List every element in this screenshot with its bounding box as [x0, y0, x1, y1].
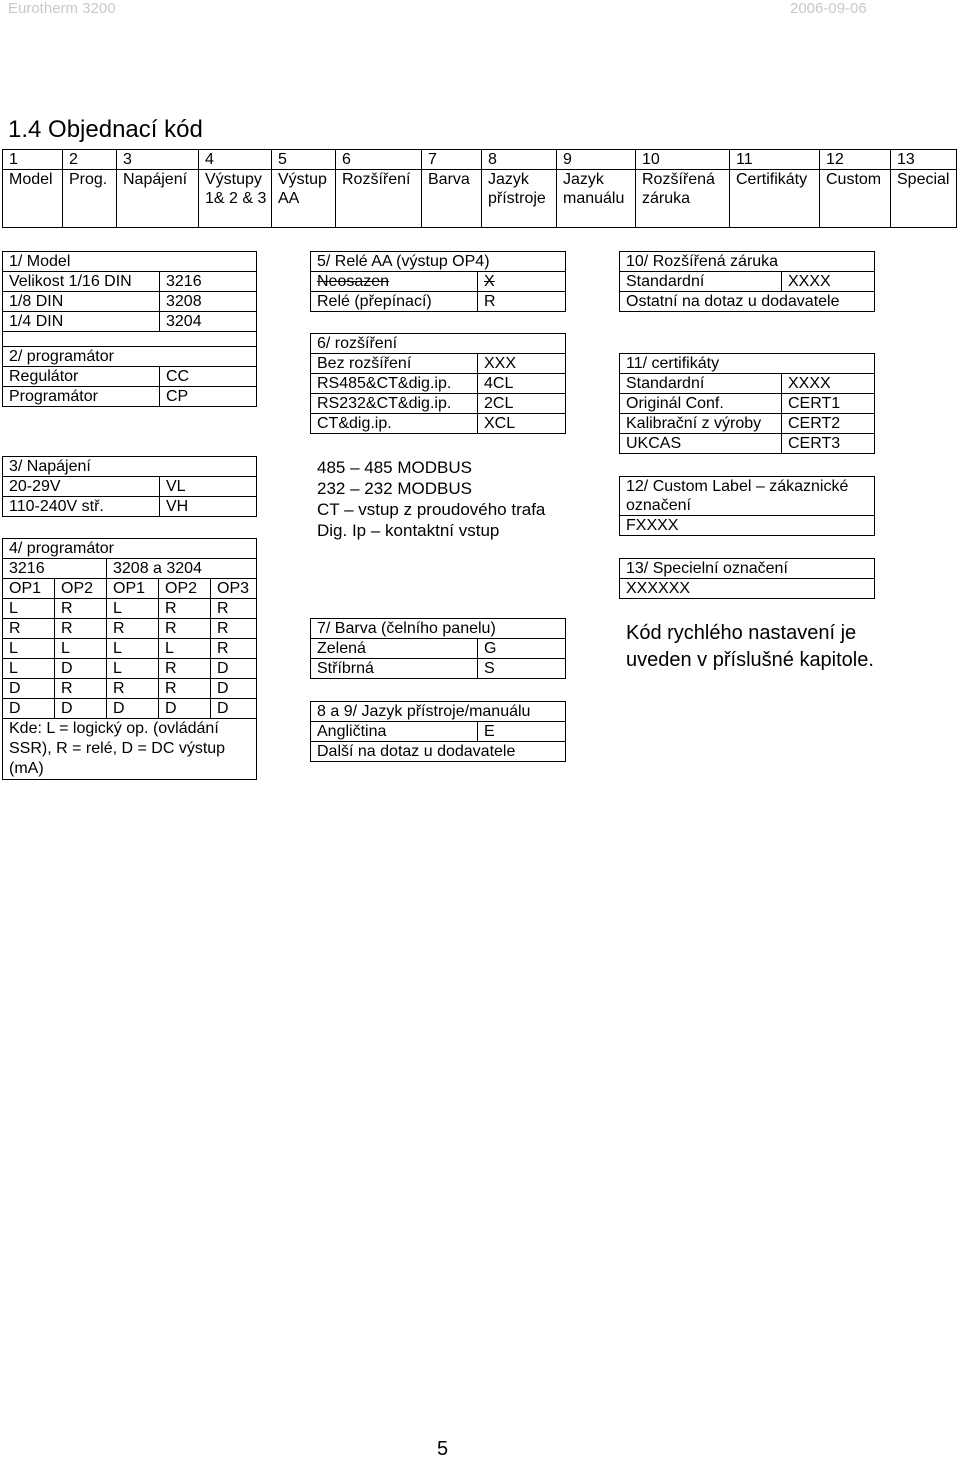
order-col-label: Rozšířená záruka	[636, 170, 730, 228]
language-title: 8 a 9/ Jazyk přístroje/manuálu	[311, 702, 566, 722]
model-option-code: 3216	[160, 272, 257, 292]
model-option-label: 1/4 DIN	[3, 312, 160, 332]
outputs-cell: R	[55, 599, 107, 619]
outputs-cell: R	[211, 639, 257, 659]
outputs-cell: D	[211, 699, 257, 719]
special-table	[619, 558, 875, 599]
special-code: XXXXXX	[620, 579, 875, 599]
certificates-option-label: Standardní	[620, 374, 782, 394]
order-col-number: 1	[3, 150, 63, 170]
certificates-option-code: CERT1	[782, 394, 875, 414]
outputs-col-header: OP1	[3, 579, 55, 599]
order-col-number: 5	[272, 150, 336, 170]
order-col-label: Model	[3, 170, 63, 228]
certificates-option-label: Originál Conf.	[620, 394, 782, 414]
outputs-cell: R	[159, 679, 211, 699]
outputs-cell: L	[107, 599, 159, 619]
outputs-cell: D	[3, 699, 55, 719]
power-option-code: VH	[160, 497, 257, 517]
power-option-label: 20-29V	[3, 477, 160, 497]
order-col-number: 6	[336, 150, 422, 170]
programmer-title: 2/ programátor	[3, 347, 257, 367]
warranty-title: 10/ Rozšířená záruka	[620, 252, 875, 272]
color-title: 7/ Barva (čelního panelu)	[311, 619, 566, 639]
outputs-cell: R	[159, 619, 211, 639]
order-col-number: 12	[820, 150, 891, 170]
outputs-cell: L	[107, 659, 159, 679]
header-date: 2006-09-06	[790, 0, 867, 17]
programmer-option-code: CC	[160, 367, 257, 387]
programmer-option-label: Programátor	[3, 387, 160, 407]
color-table	[310, 618, 566, 679]
order-col-label: Jazyk manuálu	[557, 170, 636, 228]
relay-aa-option-code: R	[478, 292, 566, 312]
warranty-footer: Ostatní na dotaz u dodavatele	[620, 292, 875, 312]
outputs-table	[2, 538, 257, 780]
order-col-number: 10	[636, 150, 730, 170]
expansion-option-label: Bez rozšíření	[311, 354, 478, 374]
outputs-cell: R	[159, 599, 211, 619]
outputs-cell: L	[55, 639, 107, 659]
language-option-label: Angličtina	[311, 722, 478, 742]
custom-label-code: FXXXX	[620, 516, 875, 536]
outputs-cell: R	[3, 619, 55, 639]
relay-aa-option-label: Relé (přepínací)	[311, 292, 478, 312]
outputs-cell: R	[107, 679, 159, 699]
expansion-option-code: 4CL	[478, 374, 566, 394]
legend-line: 485 – 485 MODBUS	[317, 458, 472, 477]
model-option-label: Velikost 1/16 DIN	[3, 272, 160, 292]
expansion-option-code: 2CL	[478, 394, 566, 414]
model-table	[2, 251, 257, 407]
page-title: 1.4 Objednací kód	[8, 116, 203, 143]
custom-label-title: 12/ Custom Label – zákaznické označení	[620, 477, 875, 516]
outputs-row	[3, 599, 257, 619]
outputs-col-header: OP3	[211, 579, 257, 599]
outputs-cell: D	[55, 699, 107, 719]
order-col-number: 2	[63, 150, 117, 170]
certificates-option-label: UKCAS	[620, 434, 782, 454]
relay-aa-table	[310, 251, 566, 312]
relay-aa-option-code: X	[478, 272, 566, 292]
warranty-table	[619, 251, 875, 312]
outputs-cell: D	[107, 699, 159, 719]
order-col-number: 3	[117, 150, 199, 170]
power-table	[2, 456, 257, 517]
outputs-row	[3, 679, 257, 699]
order-col-label: Výstupy 1& 2 & 3	[199, 170, 272, 228]
power-option-label: 110-240V stř.	[3, 497, 160, 517]
outputs-model-3216: 3216	[3, 559, 107, 579]
order-col-label: Custom	[820, 170, 891, 228]
certificates-title: 11/ certifikáty	[620, 354, 875, 374]
language-table	[310, 701, 566, 762]
legend-line: 232 – 232 MODBUS	[317, 479, 472, 498]
outputs-cell: R	[55, 619, 107, 639]
outputs-title: 4/ programátor	[3, 539, 257, 559]
order-col-number: 4	[199, 150, 272, 170]
order-col-label: Rozšíření	[336, 170, 422, 228]
model-option-label: 1/8 DIN	[3, 292, 160, 312]
expansion-table	[310, 333, 566, 434]
outputs-cell: D	[211, 679, 257, 699]
expansion-option-label: RS232&CT&dig.ip.	[311, 394, 478, 414]
outputs-cell: D	[211, 659, 257, 679]
outputs-row	[3, 639, 257, 659]
order-col-label: Prog.	[63, 170, 117, 228]
legend-line: Dig. Ip – kontaktní vstup	[317, 521, 500, 540]
outputs-legend-note: Kde: L = logický op. (ovládání SSR), R = relé, D = DC výstup (mA)	[3, 719, 257, 780]
header-doc-name: Eurotherm 3200	[8, 0, 116, 17]
order-col-number: 7	[422, 150, 482, 170]
certificates-option-code: CERT2	[782, 414, 875, 434]
relay-aa-option-label: Neosazen	[311, 272, 478, 292]
order-col-number: 13	[891, 150, 957, 170]
outputs-cell: R	[107, 619, 159, 639]
model-title: 1/ Model	[3, 252, 257, 272]
outputs-row	[3, 619, 257, 639]
outputs-cell: L	[107, 639, 159, 659]
outputs-cell: R	[159, 659, 211, 679]
abbreviation-legend	[317, 457, 557, 541]
outputs-cell: L	[3, 599, 55, 619]
model-option-code: 3208	[160, 292, 257, 312]
certificates-option-label: Kalibrační z výroby	[620, 414, 782, 434]
programmer-option-label: Regulátor	[3, 367, 160, 387]
expansion-option-code: XXX	[478, 354, 566, 374]
order-col-label: Napájení	[117, 170, 199, 228]
color-option-label: Zelená	[311, 639, 478, 659]
order-code-number-row	[3, 150, 957, 170]
expansion-option-label: RS485&CT&dig.ip.	[311, 374, 478, 394]
certificates-table	[619, 353, 875, 454]
outputs-col-header: OP1	[107, 579, 159, 599]
color-option-label: Stříbrná	[311, 659, 478, 679]
outputs-col-header: OP2	[159, 579, 211, 599]
outputs-cell: L	[159, 639, 211, 659]
order-col-label: Jazyk přístroje	[482, 170, 557, 228]
outputs-model-3208-3204: 3208 a 3204	[107, 559, 257, 579]
power-option-code: VL	[160, 477, 257, 497]
programmer-option-code: CP	[160, 387, 257, 407]
certificates-option-code: XXXX	[782, 374, 875, 394]
order-code-table	[2, 149, 957, 228]
power-title: 3/ Napájení	[3, 457, 257, 477]
order-col-number: 11	[730, 150, 820, 170]
relay-aa-title: 5/ Relé AA (výstup OP4)	[311, 252, 566, 272]
color-option-code: G	[478, 639, 566, 659]
order-col-label: Výstup AA	[272, 170, 336, 228]
special-title: 13/ Specielní označení	[620, 559, 875, 579]
warranty-option-label: Standardní	[620, 272, 782, 292]
order-col-label: Certifikáty	[730, 170, 820, 228]
model-option-code: 3204	[160, 312, 257, 332]
order-code-label-row	[3, 170, 957, 228]
expansion-title: 6/ rozšíření	[311, 334, 566, 354]
color-option-code: S	[478, 659, 566, 679]
certificates-option-code: CERT3	[782, 434, 875, 454]
outputs-row	[3, 659, 257, 679]
quick-code-note: Kód rychlého nastavení je uveden v příslušné kapitole.	[626, 622, 874, 671]
language-footer: Další na dotaz u dodavatele	[311, 742, 566, 762]
outputs-cell: D	[55, 659, 107, 679]
order-col-number: 9	[557, 150, 636, 170]
legend-line: CT – vstup z proudového trafa	[317, 500, 546, 519]
warranty-option-code: XXXX	[782, 272, 875, 292]
custom-label-table	[619, 476, 875, 536]
outputs-cell: D	[3, 679, 55, 699]
outputs-cell: L	[3, 659, 55, 679]
expansion-option-label: CT&dig.ip.	[311, 414, 478, 434]
outputs-col-header: OP2	[55, 579, 107, 599]
outputs-cell: D	[159, 699, 211, 719]
order-col-label: Special	[891, 170, 957, 228]
outputs-cell: R	[211, 619, 257, 639]
outputs-cell: R	[55, 679, 107, 699]
outputs-row	[3, 699, 257, 719]
expansion-option-code: XCL	[478, 414, 566, 434]
outputs-cell: L	[3, 639, 55, 659]
language-option-code: E	[478, 722, 566, 742]
order-col-number: 8	[482, 150, 557, 170]
page-number: 5	[437, 1438, 449, 1460]
order-col-label: Barva	[422, 170, 482, 228]
outputs-cell: R	[211, 599, 257, 619]
